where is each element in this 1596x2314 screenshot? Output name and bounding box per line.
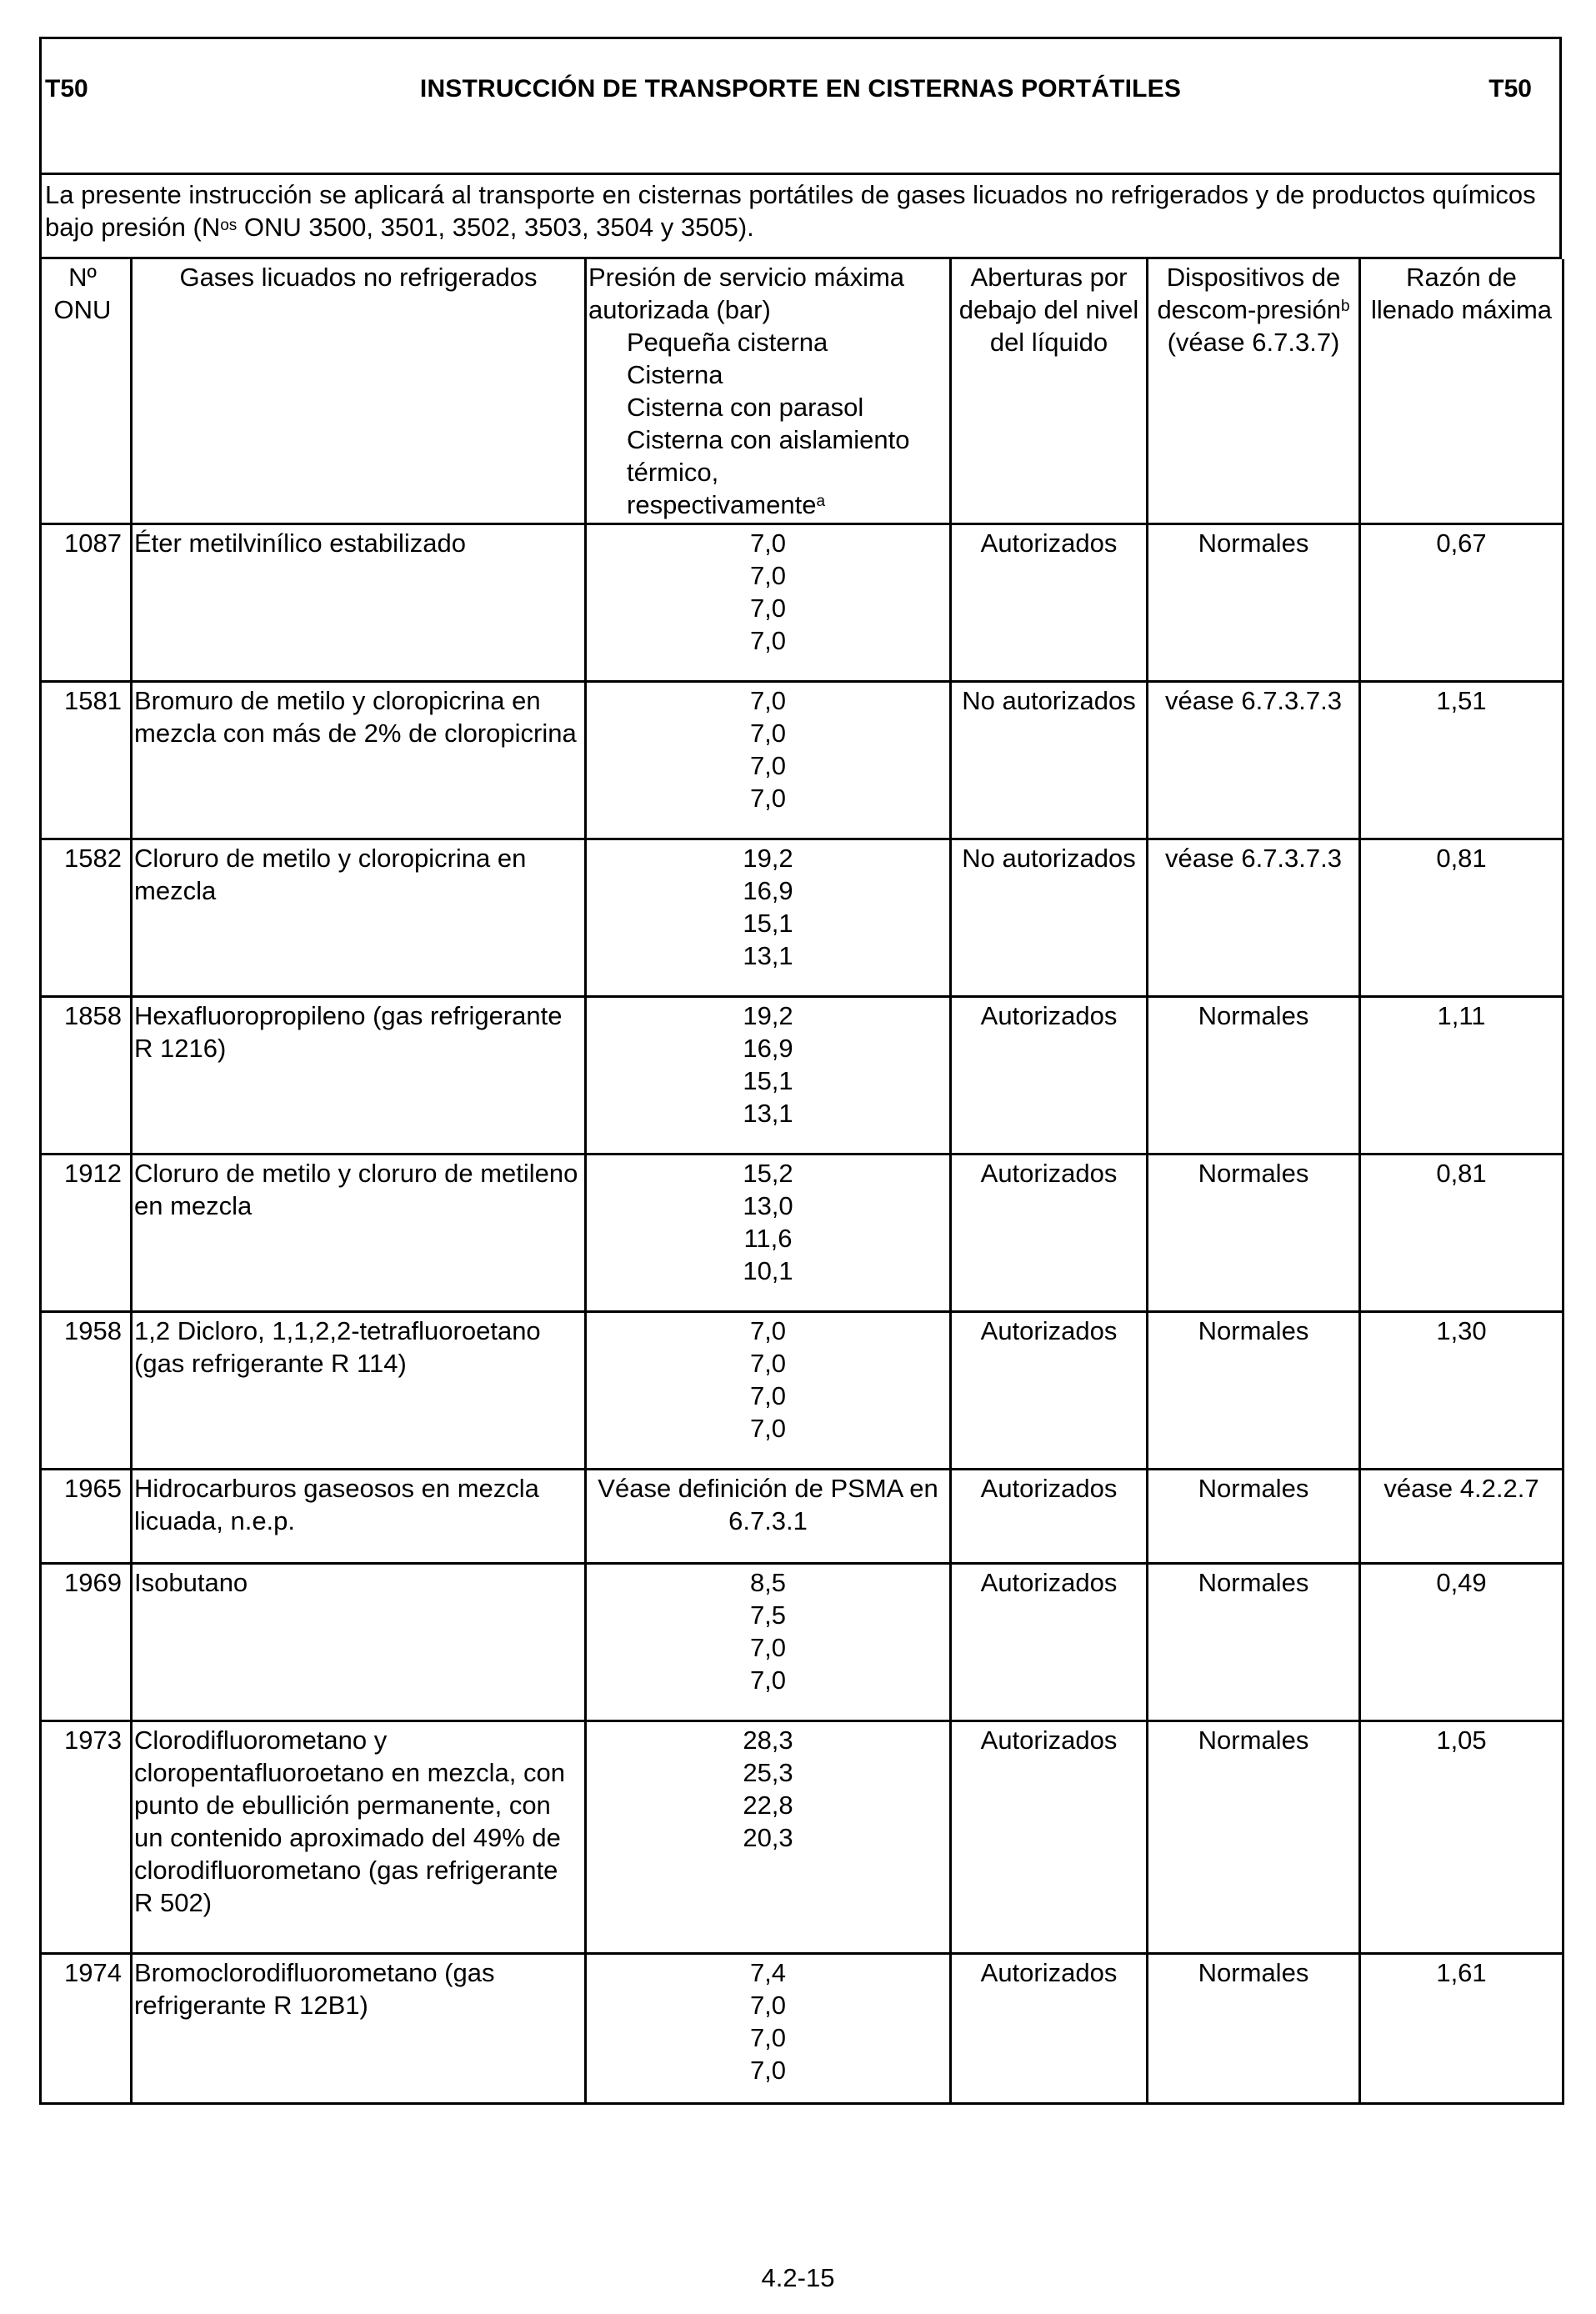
pressure-value: 15,1 <box>743 908 793 938</box>
gas-name-cell: Isobutano <box>132 1563 586 1720</box>
pressure-value: 13,0 <box>743 1190 793 1220</box>
table-row <box>41 681 1563 839</box>
table-row <box>41 1720 1563 1953</box>
pressure-value: 25,3 <box>743 1757 793 1787</box>
pressure-cell <box>586 1953 951 2103</box>
pressure-value: 16,9 <box>743 1033 793 1063</box>
pressure-value: 13,1 <box>743 940 793 970</box>
pressure-value: 13,1 <box>743 1098 793 1128</box>
ratio-cell: 1,51 <box>1360 681 1563 839</box>
header-devices-text: Dispositivos de descom-presión <box>1157 263 1341 324</box>
onu-number-cell: 1974 <box>41 1953 132 2103</box>
openings-cell: Autorizados <box>951 1311 1148 1469</box>
ratio-cell: 1,11 <box>1360 996 1563 1154</box>
page-number: 4.2-15 <box>761 2263 835 2292</box>
pressure-value: 7,0 <box>749 685 787 715</box>
header-ratio: Razón de llenado máxima <box>1360 259 1563 523</box>
header-pressure-title: Presión de servicio máxima autorizada (bar) <box>588 263 905 324</box>
pressure-cell <box>586 996 951 1154</box>
openings-cell: Autorizados <box>951 996 1148 1154</box>
pressure-value: 28,3 <box>743 1725 793 1755</box>
onu-number-cell: 1969 <box>41 1563 132 1720</box>
gas-name-cell: Cloruro de metilo y cloruro de metileno en mezcla <box>132 1154 586 1311</box>
devices-cell: véase 6.7.3.7.3 <box>1148 839 1360 996</box>
pressure-value: 20,3 <box>743 1822 793 1852</box>
openings-cell: No autorizados <box>951 681 1148 839</box>
gases-table <box>39 259 1564 2105</box>
devices-cell: Normales <box>1148 1720 1360 1953</box>
ratio-cell: 0,81 <box>1360 839 1563 996</box>
header-pressure-sub-item <box>627 488 948 521</box>
gas-name-cell: Bromuro de metilo y cloropicrina en mezcla con más de 2% de cloropicrina <box>132 681 586 839</box>
pressure-value: 7,0 <box>749 2055 787 2085</box>
gas-name-cell: 1,2 Dicloro, 1,1,2,2-tetrafluoroetano (gas refrigerante R 114) <box>132 1311 586 1469</box>
devices-cell: Normales <box>1148 996 1360 1154</box>
intro-paragraph <box>39 175 1562 259</box>
pressure-cell <box>586 1311 951 1469</box>
openings-cell: Autorizados <box>951 523 1148 681</box>
header-gas-name: Gases licuados no refrigerados <box>132 259 586 523</box>
devices-cell: véase 6.7.3.7.3 <box>1148 681 1360 839</box>
pressure-value: 10,1 <box>743 1255 793 1285</box>
openings-cell: Autorizados <box>951 1953 1148 2103</box>
pressure-value: 7,0 <box>749 1632 787 1662</box>
header-pressure-sub-list <box>588 326 948 521</box>
ratio-cell: 0,67 <box>1360 523 1563 681</box>
table-body <box>41 523 1563 2103</box>
devices-cell: Normales <box>1148 1953 1360 2103</box>
pressure-value: 19,2 <box>743 1000 793 1030</box>
header-openings: Aberturas por debajo del nivel del líquido <box>951 259 1148 523</box>
document-title: INSTRUCCIÓN DE TRANSPORTE EN CISTERNAS PORTÁTILES <box>419 75 1182 103</box>
pressure-cell <box>586 681 951 839</box>
devices-cell: Normales <box>1148 523 1360 681</box>
pressure-cell <box>586 1563 951 1720</box>
table-row <box>41 1311 1563 1469</box>
pressure-value: 22,8 <box>743 1790 793 1820</box>
pressure-cell <box>586 1154 951 1311</box>
ratio-cell: véase 4.2.2.7 <box>1360 1469 1563 1563</box>
ratio-cell: 1,61 <box>1360 1953 1563 2103</box>
intro-superscript: os <box>220 217 238 234</box>
onu-number-cell: 1581 <box>41 681 132 839</box>
pressure-value: 7,0 <box>749 1380 787 1410</box>
gas-name-cell: Hexafluoropropileno (gas refrigerante R 1216) <box>132 996 586 1154</box>
footnote-marker-b: b <box>1340 298 1350 315</box>
pressure-value: 16,9 <box>743 875 793 905</box>
openings-cell: Autorizados <box>951 1720 1148 1953</box>
pressure-value: 7,0 <box>749 528 787 558</box>
pressure-value: 15,1 <box>743 1065 793 1095</box>
gas-name-cell: Cloruro de metilo y cloropicrina en mezcla <box>132 839 586 996</box>
header-pressure-sub-item: Cisterna con aislamiento térmico, <box>627 425 910 487</box>
gas-name-cell: Hidrocarburos gaseosos en mezcla licuada, n.e.p. <box>132 1469 586 1563</box>
ratio-cell: 1,05 <box>1360 1720 1563 1953</box>
openings-cell: No autorizados <box>951 839 1148 996</box>
table-row <box>41 839 1563 996</box>
pressure-value: 7,0 <box>749 1348 787 1378</box>
pressure-value: 11,6 <box>743 1223 793 1253</box>
devices-cell: Normales <box>1148 1563 1360 1720</box>
pressure-value: 19,2 <box>743 843 793 873</box>
pressure-value: 7,0 <box>749 1315 787 1345</box>
gas-name-cell: Bromoclorodifluorometano (gas refrigerante R 12B1) <box>132 1953 586 2103</box>
table-row <box>41 996 1563 1154</box>
pressure-value: 15,2 <box>743 1158 793 1188</box>
document-frame <box>39 37 1562 2105</box>
header-pressure-sub-item: Pequeña cisterna <box>627 328 828 357</box>
onu-number-cell: 1858 <box>41 996 132 1154</box>
gas-name-cell: Clorodifluorometano y cloropentafluoroetano en mezcla, con punto de ebullición permanente, con un contenido aproximado del 49% de clorodifluorometano (gas refrigerante R 502) <box>132 1720 586 1953</box>
pressure-value: 7,0 <box>749 593 787 623</box>
instruction-code-left: T50 <box>45 75 88 103</box>
openings-cell: Autorizados <box>951 1563 1148 1720</box>
intro-text-1: La presente instrucción se aplicará al transporte en cisternas portátiles de gases licuados no refrigerados y de productos químicos bajo presión (N <box>45 180 1536 242</box>
onu-number-cell: 1958 <box>41 1311 132 1469</box>
ratio-cell: 0,81 <box>1360 1154 1563 1311</box>
pressure-cell <box>586 523 951 681</box>
table-row <box>41 1953 1563 2103</box>
pressure-cell <box>586 1720 951 1953</box>
pressure-value: 7,0 <box>749 783 787 813</box>
table-row <box>41 1563 1563 1720</box>
header-devices-ref: (véase 6.7.3.7) <box>1167 328 1340 357</box>
ratio-cell: 1,30 <box>1360 1311 1563 1469</box>
pressure-value: 7,0 <box>749 2022 787 2052</box>
pressure-value: 8,5 <box>749 1567 787 1597</box>
pressure-cell <box>586 1469 951 1563</box>
devices-cell: Normales <box>1148 1469 1360 1563</box>
pressure-value: 7,0 <box>749 1413 787 1443</box>
instruction-code-right: T50 <box>1488 75 1532 103</box>
onu-number-cell: 1912 <box>41 1154 132 1311</box>
header-pressure-sub-item: Cisterna <box>627 360 723 389</box>
header-onu: Nº ONU <box>41 259 132 523</box>
pressure-value: 7,0 <box>749 625 787 655</box>
pressure-value: 7,0 <box>749 750 787 780</box>
pressure-value: 7,0 <box>749 1990 787 2020</box>
table-row <box>41 1469 1563 1563</box>
header-devices <box>1148 259 1360 523</box>
table-row <box>41 1154 1563 1311</box>
pressure-cell <box>586 839 951 996</box>
pressure-value: Véase definición de PSMA en 6.7.3.1 <box>598 1473 938 1535</box>
onu-number-cell: 1582 <box>41 839 132 996</box>
devices-cell: Normales <box>1148 1311 1360 1469</box>
pressure-value: 7,0 <box>749 560 787 590</box>
openings-cell: Autorizados <box>951 1469 1148 1563</box>
header-pressure-last: respectivamente <box>627 490 817 519</box>
pressure-value: 7,0 <box>749 1665 787 1695</box>
openings-cell: Autorizados <box>951 1154 1148 1311</box>
intro-text-2: ONU 3500, 3501, 3502, 3503, 3504 y 3505). <box>237 213 754 242</box>
devices-cell: Normales <box>1148 1154 1360 1311</box>
onu-number-cell: 1973 <box>41 1720 132 1953</box>
table-row <box>41 523 1563 681</box>
pressure-value: 7,4 <box>749 1957 787 1987</box>
table-header-row <box>41 259 1563 523</box>
header-pressure <box>586 259 951 523</box>
pressure-value: 7,0 <box>749 718 787 748</box>
footnote-marker-a: a <box>816 493 826 510</box>
header-pressure-sub-item: Cisterna con parasol <box>627 393 864 422</box>
document-header <box>39 37 1562 175</box>
pressure-value: 7,5 <box>749 1600 787 1630</box>
onu-number-cell: 1087 <box>41 523 132 681</box>
gas-name-cell: Éter metilvinílico estabilizado <box>132 523 586 681</box>
ratio-cell: 0,49 <box>1360 1563 1563 1720</box>
onu-number-cell: 1965 <box>41 1469 132 1563</box>
